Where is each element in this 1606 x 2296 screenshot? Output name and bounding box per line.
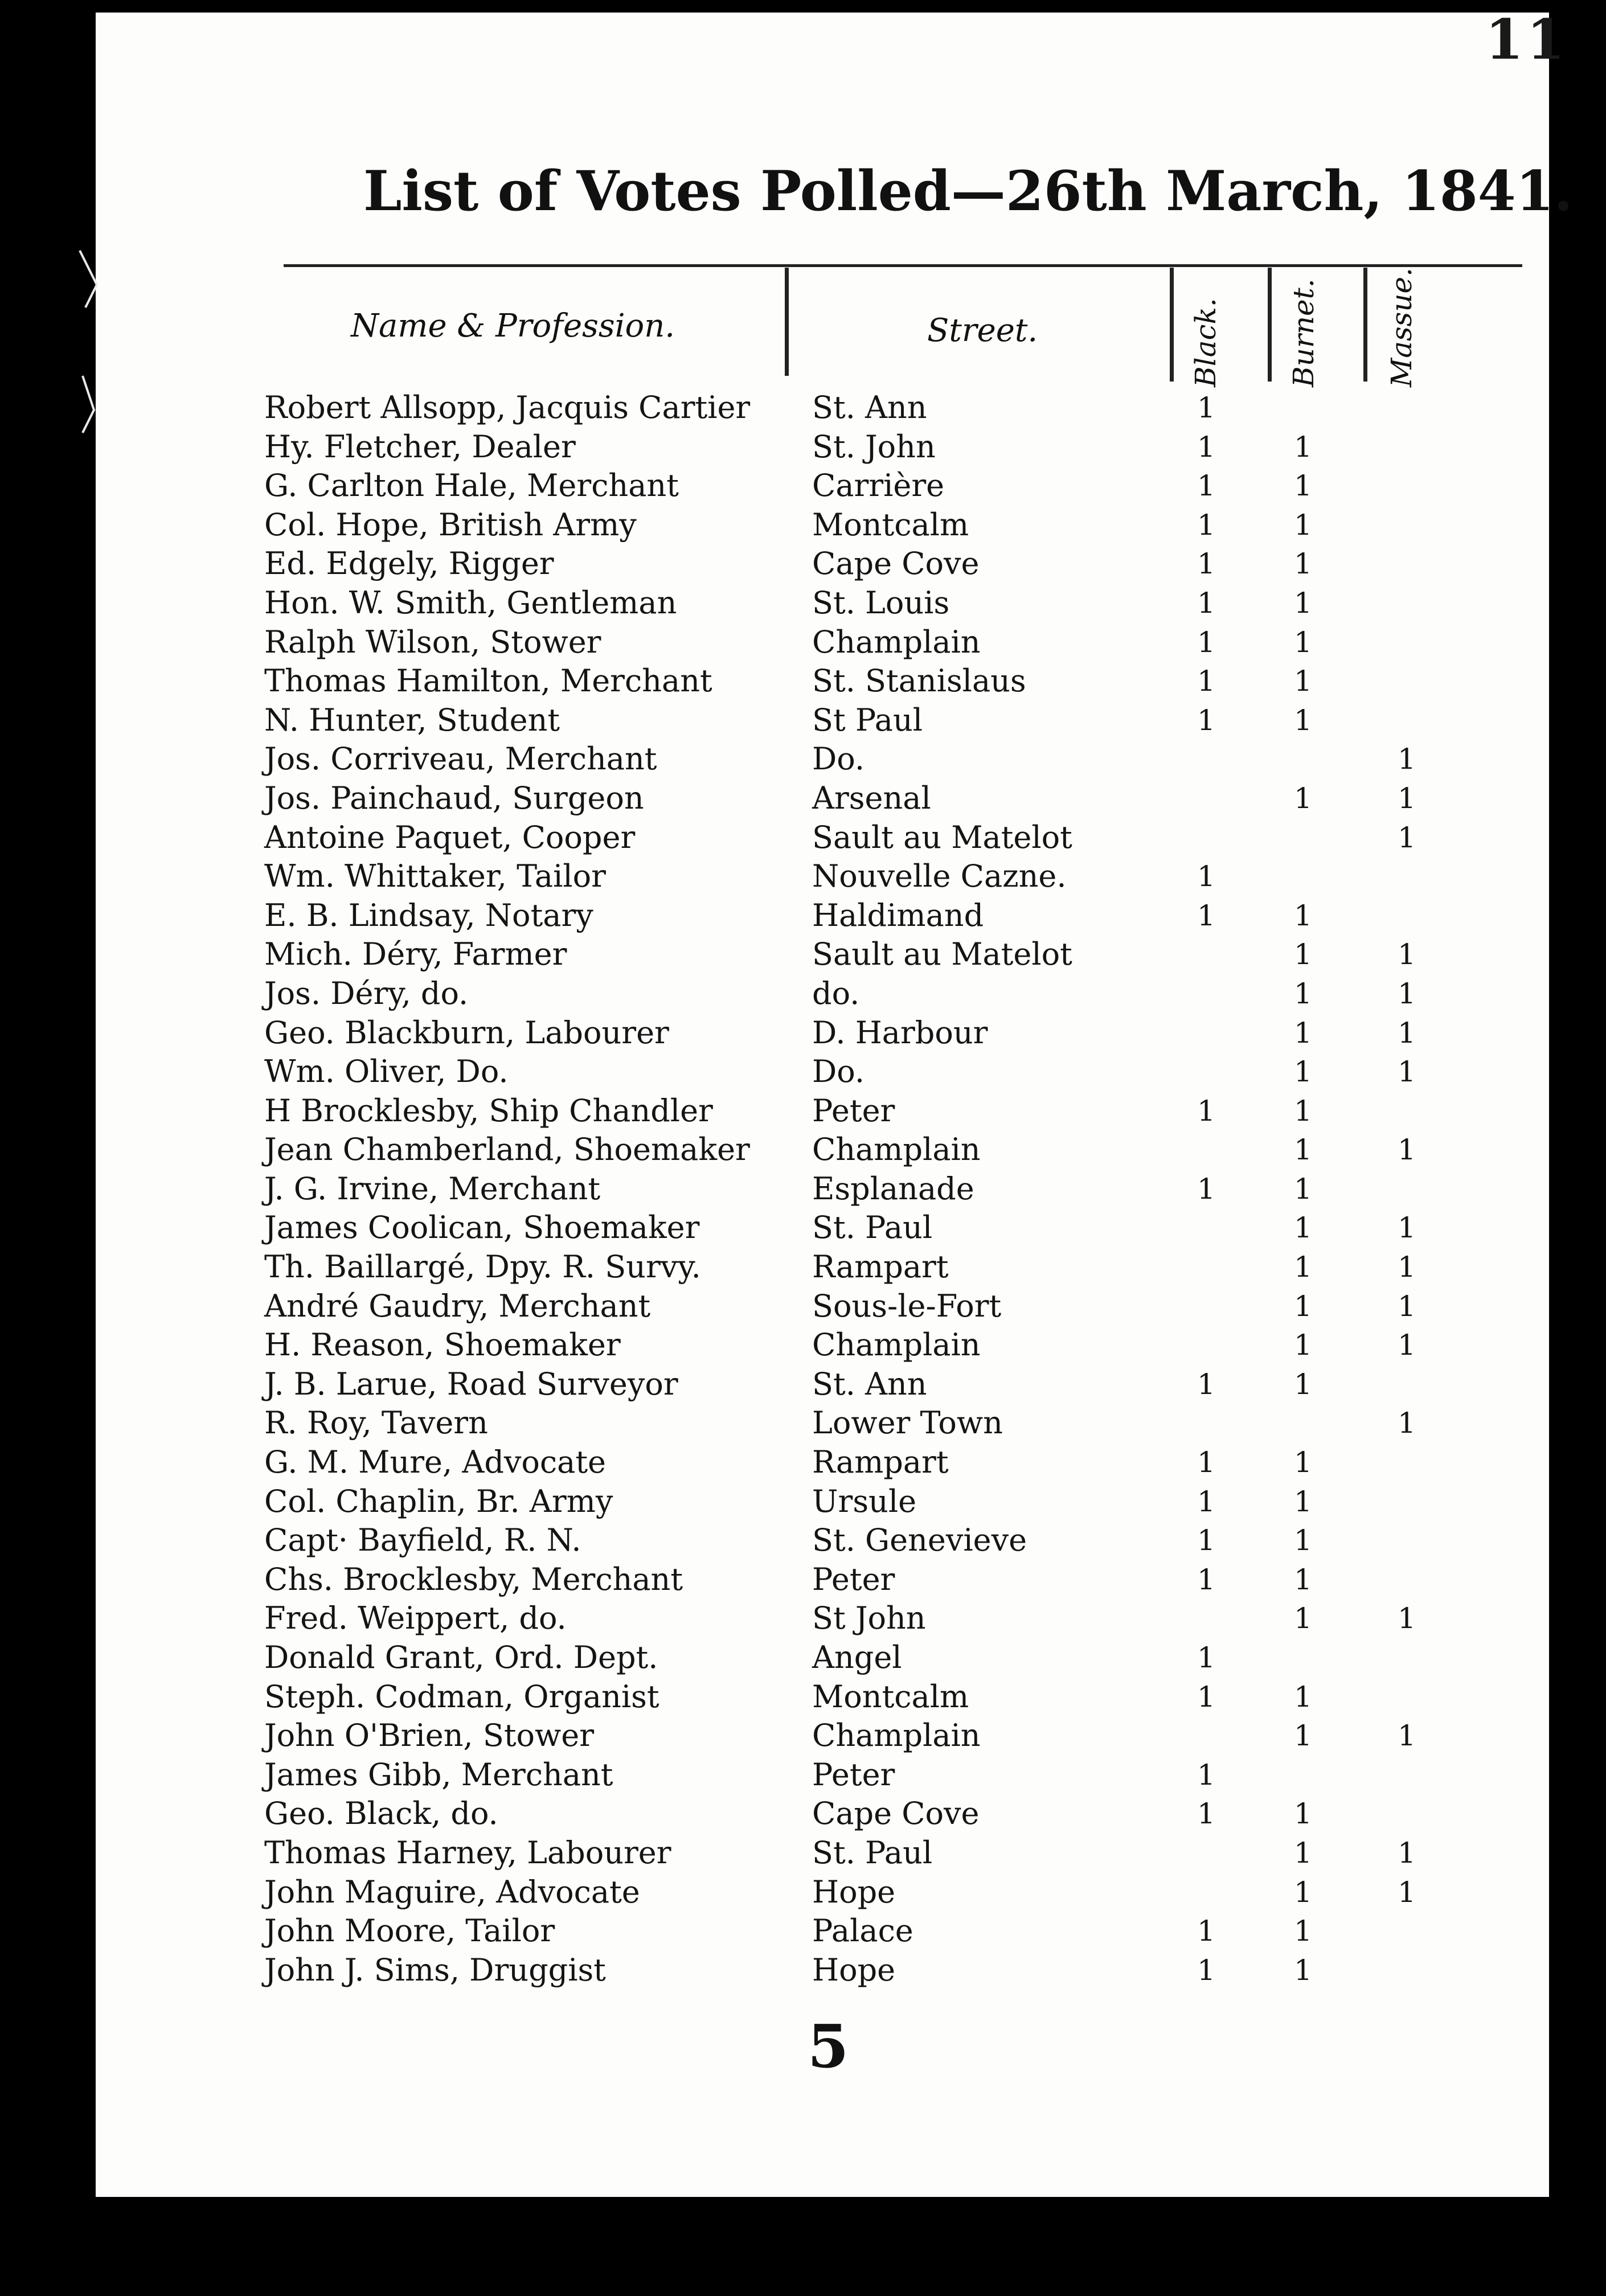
voter-street: St. Ann [812, 390, 927, 425]
voter-name: Ralph Wilson, Stower [264, 624, 601, 660]
vote-burnet: 1 [1294, 1446, 1312, 1479]
vote-burnet: 1 [1294, 1329, 1312, 1362]
table-row [96, 1678, 1549, 1717]
voter-name: Antoine Paquet, Cooper [264, 819, 636, 855]
voter-name: Robert Allsopp, Jacquis Cartier [264, 390, 751, 425]
voter-name: Thomas Harney, Labourer [264, 1834, 671, 1871]
vote-burnet: 1 [1294, 1680, 1312, 1713]
voter-street: do. [812, 975, 860, 1011]
voter-name: Donald Grant, Ord. Dept. [264, 1639, 658, 1675]
vote-black: 1 [1197, 1797, 1215, 1831]
vote-massue: 1 [1398, 977, 1416, 1010]
voter-name: Mich. Déry, Farmer [264, 936, 567, 973]
vote-burnet: 1 [1294, 1133, 1312, 1167]
header-rule [284, 264, 1522, 267]
vote-burnet: 1 [1294, 1094, 1312, 1128]
vote-burnet: 1 [1294, 899, 1312, 932]
voter-name: E. B. Lindsay, Notary [264, 897, 593, 933]
table-row [96, 1599, 1549, 1638]
voter-street: Peter [812, 1092, 895, 1129]
voter-name: J. G. Irvine, Merchant [264, 1170, 601, 1207]
voter-name: John Moore, Tailor [264, 1913, 555, 1949]
table-row [96, 1638, 1549, 1678]
voter-street: St John [812, 1600, 926, 1637]
table-row [96, 1014, 1549, 1053]
voter-street: Arsenal [812, 780, 931, 816]
voter-name: John Maguire, Advocate [264, 1873, 640, 1910]
voter-street: Champlain [812, 1717, 981, 1754]
vote-black: 1 [1197, 1641, 1215, 1674]
voter-name: H Brocklesby, Ship Chandler [264, 1092, 713, 1129]
table-row [96, 1794, 1549, 1834]
voter-name: Steph. Codman, Organist [264, 1678, 659, 1715]
voter-street: St. Paul [812, 1834, 933, 1871]
page-title: List of Votes Polled—26th March, 1841. [363, 159, 1573, 223]
table-row [96, 1130, 1549, 1170]
vote-burnet: 1 [1294, 703, 1312, 737]
table-row [96, 1834, 1549, 1873]
table-row [96, 1443, 1549, 1482]
table-row [96, 662, 1549, 701]
table-row [96, 1170, 1549, 1209]
vote-burnet: 1 [1294, 1250, 1312, 1284]
vote-black: 1 [1197, 1094, 1215, 1128]
vote-black: 1 [1197, 665, 1215, 698]
vote-massue: 1 [1398, 1289, 1416, 1323]
vote-burnet: 1 [1294, 1485, 1312, 1518]
vote-burnet: 1 [1294, 586, 1312, 620]
vote-burnet: 1 [1294, 1172, 1312, 1206]
vote-black: 1 [1197, 1953, 1215, 1987]
table-row [96, 428, 1549, 467]
binding-marks [68, 239, 108, 456]
voter-name: Jos. Painchaud, Surgeon [264, 780, 644, 816]
vote-black: 1 [1197, 703, 1215, 737]
voter-street: St Paul [812, 702, 923, 738]
vote-burnet: 1 [1294, 1953, 1312, 1987]
vote-massue: 1 [1398, 743, 1416, 776]
table-row [96, 1716, 1549, 1756]
voter-street: Champlain [812, 1327, 981, 1363]
vote-burnet: 1 [1294, 781, 1312, 815]
vote-burnet: 1 [1294, 1836, 1312, 1869]
table-row [96, 1208, 1549, 1248]
vote-black: 1 [1197, 1485, 1215, 1518]
vote-black: 1 [1197, 1758, 1215, 1791]
vote-black: 1 [1197, 1172, 1215, 1206]
divider-burnet-massue [1363, 268, 1367, 382]
voter-name: Hon. W. Smith, Gentleman [264, 584, 677, 621]
voter-street: Peter [812, 1756, 895, 1793]
table-row [96, 623, 1549, 662]
vote-burnet: 1 [1294, 1719, 1312, 1753]
vote-burnet: 1 [1294, 977, 1312, 1010]
vote-massue: 1 [1398, 821, 1416, 854]
voter-name: R. Roy, Tavern [264, 1405, 488, 1441]
voter-street: St. Louis [812, 584, 950, 621]
voter-street: Hope [812, 1873, 896, 1910]
voter-street: Carrière [812, 468, 945, 504]
table-row [96, 701, 1549, 740]
vote-burnet: 1 [1294, 547, 1312, 581]
voter-street: Sous-le-Fort [812, 1288, 1002, 1324]
table-row [96, 1365, 1549, 1404]
voter-name: J. B. Larue, Road Surveyor [264, 1366, 678, 1402]
table-row [96, 1521, 1549, 1560]
table-row [96, 544, 1549, 584]
vote-black: 1 [1197, 586, 1215, 620]
vote-massue: 1 [1398, 1133, 1416, 1167]
vote-burnet: 1 [1294, 1914, 1312, 1948]
header-black: Black. [1189, 298, 1222, 387]
voter-name: Col. Chaplin, Br. Army [264, 1483, 613, 1519]
voter-street: Angel [812, 1639, 902, 1675]
voter-street: St. Paul [812, 1210, 933, 1246]
voter-street: Champlain [812, 624, 981, 660]
vote-black: 1 [1197, 899, 1215, 932]
voter-name: John J. Sims, Druggist [264, 1951, 606, 1988]
vote-burnet: 1 [1294, 1367, 1312, 1401]
table-row [96, 935, 1549, 974]
voter-street: Sault au Matelot [812, 936, 1072, 973]
voter-street: Haldimand [812, 897, 984, 933]
voter-name: Ed. Edgely, Rigger [264, 546, 554, 582]
voter-name: Capt· Bayfield, R. N. [264, 1522, 581, 1559]
table-row [96, 1052, 1549, 1092]
voter-name: James Coolican, Shoemaker [264, 1210, 700, 1246]
voter-street: Montcalm [812, 506, 969, 543]
table-row [96, 584, 1549, 623]
voter-street: St. Stanislaus [812, 663, 1026, 699]
vote-massue: 1 [1398, 1719, 1416, 1753]
table-row [96, 506, 1549, 545]
vote-massue: 1 [1398, 1016, 1416, 1049]
voter-name: Col. Hope, British Army [264, 506, 637, 543]
vote-burnet: 1 [1294, 1524, 1312, 1557]
voter-name: Hy. Fletcher, Dealer [264, 428, 576, 465]
voter-name: Thomas Hamilton, Merchant [264, 663, 712, 699]
voter-name: N. Hunter, Student [264, 702, 560, 738]
table-row [96, 1560, 1549, 1600]
voter-street: Palace [812, 1913, 913, 1949]
document-page [96, 7, 1573, 2197]
vote-burnet: 1 [1294, 508, 1312, 542]
vote-burnet: 1 [1294, 1289, 1312, 1323]
vote-burnet: 1 [1294, 1055, 1312, 1089]
voter-street: Rampart [812, 1249, 949, 1285]
divider-name-street [785, 268, 789, 376]
divider-black-burnet [1268, 268, 1272, 382]
vote-black: 1 [1197, 430, 1215, 464]
vote-massue: 1 [1398, 781, 1416, 815]
voter-street: Lower Town [812, 1405, 1003, 1441]
voter-name: Fred. Weippert, do. [264, 1600, 567, 1637]
table-row [96, 857, 1549, 896]
header-street: Street. [927, 312, 1038, 349]
voter-street: Do. [812, 1053, 865, 1090]
voter-name: G. M. Mure, Advocate [264, 1444, 607, 1481]
vote-burnet: 1 [1294, 1602, 1312, 1635]
table-row [96, 818, 1549, 858]
vote-massue: 1 [1398, 1836, 1416, 1869]
vote-burnet: 1 [1294, 430, 1312, 464]
voter-name: John O'Brien, Stower [264, 1717, 595, 1754]
table-row [96, 1482, 1549, 1522]
page-number: 11 [1485, 7, 1568, 72]
voter-street: D. Harbour [812, 1014, 988, 1051]
vote-black: 1 [1197, 1446, 1215, 1479]
voter-name: Wm. Oliver, Do. [264, 1053, 509, 1090]
vote-massue: 1 [1398, 1211, 1416, 1245]
header-burnet: Burnet. [1287, 278, 1320, 387]
vote-black: 1 [1197, 860, 1215, 893]
vote-massue: 1 [1398, 1407, 1416, 1440]
voter-name: G. Carlton Hale, Merchant [264, 468, 679, 504]
signature-mark: 5 [808, 2011, 849, 2081]
voter-street: St. Ann [812, 1366, 927, 1402]
vote-black: 1 [1197, 1524, 1215, 1557]
voter-street: Cape Cove [812, 1795, 980, 1832]
vote-burnet: 1 [1294, 469, 1312, 503]
vote-black: 1 [1197, 1680, 1215, 1713]
vote-black: 1 [1197, 1563, 1215, 1596]
vote-list [96, 388, 1549, 1990]
voter-street: Cape Cove [812, 546, 980, 582]
vote-black: 1 [1197, 547, 1215, 581]
table-row [96, 1326, 1549, 1365]
voter-street: St. John [812, 428, 936, 465]
vote-massue: 1 [1398, 938, 1416, 971]
voter-name: Wm. Whittaker, Tailor [264, 858, 606, 895]
vote-black: 1 [1197, 1914, 1215, 1948]
voter-name: Jos. Corriveau, Merchant [264, 741, 657, 777]
voter-street: Rampart [812, 1444, 949, 1481]
vote-massue: 1 [1398, 1602, 1416, 1635]
table-row [96, 466, 1549, 506]
voter-name: Jean Chamberland, Shoemaker [264, 1131, 750, 1168]
voter-name: Geo. Black, do. [264, 1795, 498, 1832]
table-row [96, 1756, 1549, 1795]
voter-name: Th. Baillargé, Dpy. R. Survy. [264, 1249, 701, 1285]
voter-street: Sault au Matelot [812, 819, 1072, 855]
vote-black: 1 [1197, 508, 1215, 542]
voter-street: St. Genevieve [812, 1522, 1027, 1559]
vote-massue: 1 [1398, 1875, 1416, 1909]
vote-burnet: 1 [1294, 1563, 1312, 1596]
vote-black: 1 [1197, 625, 1215, 659]
voter-name: André Gaudry, Merchant [264, 1288, 651, 1324]
vote-black: 1 [1197, 469, 1215, 503]
voter-street: Do. [812, 741, 865, 777]
vote-black: 1 [1197, 391, 1215, 424]
voter-street: Peter [812, 1561, 895, 1597]
vote-burnet: 1 [1294, 1016, 1312, 1049]
voter-street: Ursule [812, 1483, 917, 1519]
table-row [96, 1092, 1549, 1131]
table-row [96, 1248, 1549, 1287]
voter-name: Geo. Blackburn, Labourer [264, 1014, 669, 1051]
vote-massue: 1 [1398, 1250, 1416, 1284]
divider-street-black [1170, 268, 1174, 382]
voter-street: Hope [812, 1951, 896, 1988]
header-massue: Massue. [1385, 267, 1418, 387]
table-row [96, 740, 1549, 779]
vote-burnet: 1 [1294, 665, 1312, 698]
voter-name: H. Reason, Shoemaker [264, 1327, 621, 1363]
voter-street: Nouvelle Cazne. [812, 858, 1067, 895]
table-row [96, 896, 1549, 936]
vote-burnet: 1 [1294, 938, 1312, 971]
vote-massue: 1 [1398, 1055, 1416, 1089]
voter-name: James Gibb, Merchant [264, 1756, 613, 1793]
vote-burnet: 1 [1294, 1211, 1312, 1245]
table-row [96, 1951, 1549, 1990]
table-row [96, 1404, 1549, 1443]
table-row [96, 388, 1549, 428]
table-row [96, 1912, 1549, 1951]
table-row [96, 1287, 1549, 1326]
table-row [96, 974, 1549, 1014]
header-name-profession: Name & Profession. [351, 308, 675, 345]
vote-black: 1 [1197, 1367, 1215, 1401]
vote-massue: 1 [1398, 1329, 1416, 1362]
voter-name: Chs. Brocklesby, Merchant [264, 1561, 683, 1597]
vote-burnet: 1 [1294, 1797, 1312, 1831]
vote-burnet: 1 [1294, 625, 1312, 659]
table-row [96, 1873, 1549, 1912]
voter-street: Champlain [812, 1131, 981, 1168]
vote-burnet: 1 [1294, 1875, 1312, 1909]
voter-name: Jos. Déry, do. [264, 975, 469, 1011]
voter-street: Esplanade [812, 1170, 974, 1207]
voter-street: Montcalm [812, 1678, 969, 1715]
table-row [96, 779, 1549, 818]
